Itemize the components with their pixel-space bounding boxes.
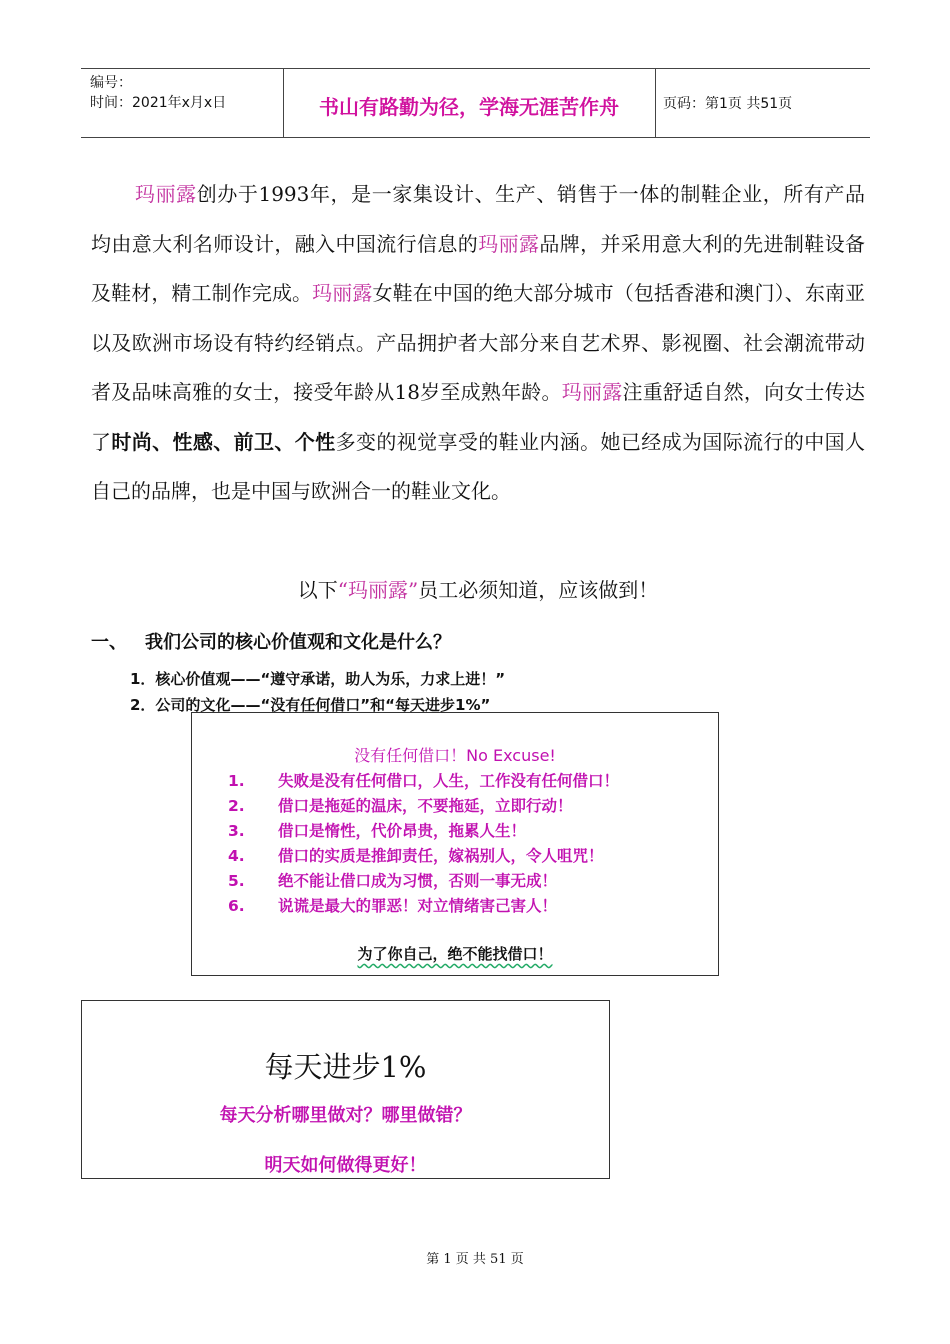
section-item: 2．公司的文化——“没有任何借口”和“每天进步1%”	[130, 696, 491, 714]
progress-line: 每天分析哪里做对？哪里做错？	[219, 1105, 472, 1126]
item-text: 失败是没有任何借口，人生，工作没有任何借口！	[278, 772, 620, 790]
no-excuse-footer	[192, 943, 718, 964]
no-excuse-item	[228, 819, 526, 841]
item-number: 5.	[228, 872, 245, 890]
document-header	[81, 68, 870, 138]
no-excuse-box	[191, 712, 719, 976]
no-excuse-item	[228, 769, 619, 791]
no-excuse-item	[228, 869, 557, 891]
intro-text: 创办于1993年，是一家集设计、生产、销售于一体的制鞋企业，所有产品均由意大利名师设计，融入中国流行信息的	[91, 182, 866, 256]
item-text: 借口是惰性，代价昂贵，拖累人生！	[278, 822, 527, 840]
notice-suffix: 员工必须知道，应该做到！	[418, 578, 659, 602]
brand-name: 玛丽露	[561, 380, 623, 404]
item-text: 借口是拖延的温床，不要拖延，立即行动！	[278, 797, 573, 815]
intro-text: 注重舒适自然，向女士传达了	[91, 380, 866, 454]
no-excuse-item	[228, 844, 604, 866]
item-number: 1.	[228, 772, 245, 790]
code-label: 编号：	[90, 75, 132, 91]
item-text: 绝不能让借口成为习惯，否则一事无成！	[278, 872, 558, 890]
intro-paragraph	[91, 170, 865, 517]
date-label: 时间：2021年x月x日	[90, 95, 227, 111]
brand-name: 玛丽露	[312, 281, 373, 305]
section-heading	[91, 628, 451, 654]
section-item: 1．核心价值观——“遵守承诺，助人为乐，力求上进！”	[130, 670, 506, 688]
notice-brand: “玛丽露”	[337, 578, 419, 602]
section-number: 一、	[91, 632, 127, 653]
item-text: 说谎是最大的罪恶！对立情绪害己害人！	[278, 897, 558, 915]
no-excuse-footer-text: 为了你自己，绝不能找借口！	[357, 945, 553, 963]
progress-title: 每天进步1%	[264, 1050, 427, 1084]
page-footer: 第 1 页 共 51 页	[426, 1252, 524, 1267]
progress-line: 明天如何做得更好！	[264, 1155, 427, 1176]
intro-text: 多变的视觉享受的鞋业内涵。她已经成为国际流行的中国人自己的品牌，也是中国与欧洲合一的鞋业文化。	[91, 429, 866, 503]
intro-keywords: 时尚、性感、前卫、个性	[111, 429, 336, 454]
section-title: 我们公司的核心价值观和文化是什么？	[145, 632, 451, 653]
brand-name: 玛丽露	[478, 231, 540, 256]
item-number: 3.	[228, 822, 245, 840]
no-excuse-item	[228, 894, 557, 916]
header-page-label: 页码：第1页 共51页	[663, 96, 793, 112]
notice-line	[91, 574, 865, 603]
item-text: 借口的实质是推卸责任，嫁祸别人，令人咀咒！	[278, 847, 604, 865]
progress-box	[81, 1000, 610, 1179]
item-number: 4.	[228, 847, 245, 865]
header-meta	[90, 73, 226, 113]
no-excuse-title: 没有任何借口！No Excuse!	[354, 746, 556, 765]
header-divider	[655, 69, 656, 137]
intro-text: 品牌，并采用意大利的先进制鞋设备及鞋材，精工制作完成。	[91, 231, 866, 305]
no-excuse-item	[228, 794, 573, 816]
item-number: 2.	[228, 797, 245, 815]
brand-name: 玛丽露	[135, 182, 197, 206]
item-number: 6.	[228, 897, 245, 915]
intro-text: 女鞋在中国的绝大部分城市（包括香港和澳门）、东南亚以及欧洲市场设有特约经销点。产品拥护者大部分来自艺术界、影视圈、社会潮流带动者及品味高雅的女士，接受年龄从18岁至成熟年龄。	[91, 281, 866, 404]
header-motto: 书山有路勤为径，学海无涯苦作舟	[319, 95, 619, 119]
notice-prefix: 以下	[297, 578, 338, 602]
